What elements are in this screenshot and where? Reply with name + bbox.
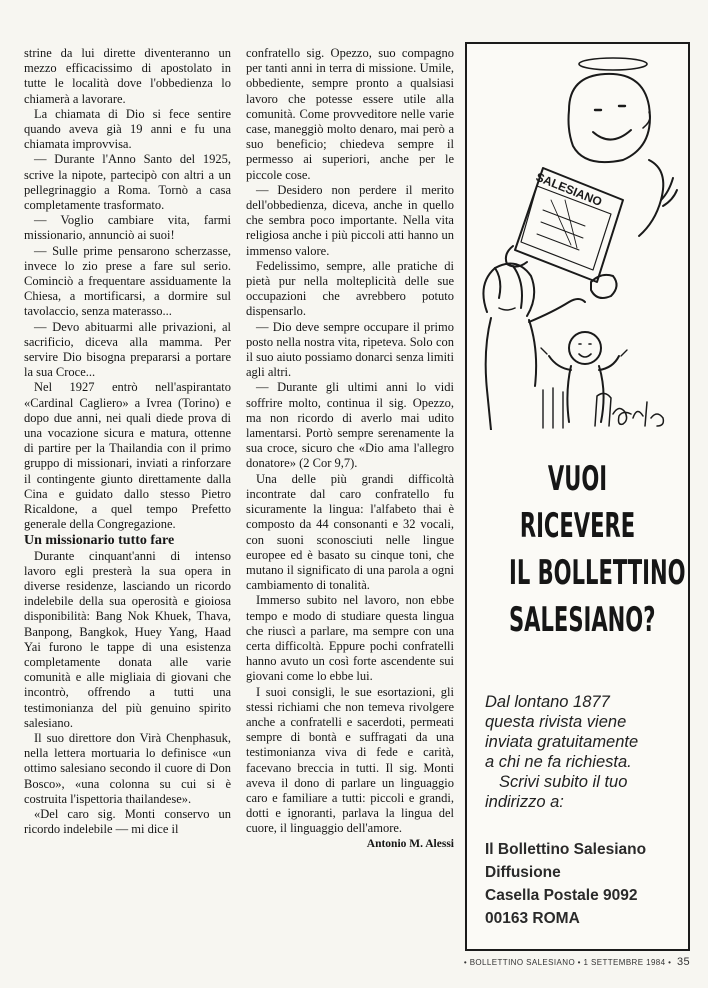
article-column-1: [24, 46, 231, 837]
promo-headline: [508, 456, 686, 644]
blurb-line: questa rivista viene: [485, 713, 627, 731]
page-footer: [464, 956, 690, 968]
paragraph: confratello sig. Opezzo, suo compagno per tanti anni in terra di missione. Umile, obbediente, sempre pronto a qualsiasi lavoro che potesse essere utile alla comunità. Come provveditore nelle varie case, maneggiò molto denaro, mai però a suo beneficio; chiedeva sempre il permesso ai superiori, anche per le piccole cose.: [246, 46, 454, 182]
paragraph: — Dio deve sempre occupare il primo posto nella nostra vita, ripeteva. Solo con il suo aiuto possiamo donarci senza limiti agli altri.: [246, 319, 454, 380]
artist-signature-icon: [595, 393, 663, 426]
headline-line: VUOI: [547, 459, 608, 499]
cartoon-illustration: [473, 50, 683, 430]
author-signature: Antonio M. Alessi: [366, 837, 454, 850]
paragraph: Durante cinquant'anni di intenso lavoro egli presterà la sua opera in diverse residenze, lasciando un ricordo indelebile della sua operosità e gioiosa disponibilità: Bang Nok Khuek, Thava, Banpong, Bangkok, Huey Yang, Haad Yai furono le tappe di una esistenza completamente donata alle varie comunità e alle migliaia di giovani che incontrò, offrendo a tutti una testimonianza del più genuino spirito salesiano.: [24, 548, 231, 730]
paragraph: — Durante gli ultimi anni lo vidi soffrire molto, continua il sig. Opezzo, ma non ricordo di averlo mai udito lamentarsi. Portò sempre serenamente la sua croce, sicuro che «Dio ama l'allegro donatore» (2 Cor 9,7).: [246, 380, 454, 471]
blurb-line: Scrivi subito il tuo: [499, 773, 628, 791]
paragraph: — Desidero non perdere il merito dell'obbedienza, diceva, anche in quello che sembra poco importante. Nella vita religiosa anche i più piccoli atti hanno un immenso valore.: [246, 182, 454, 258]
paragraph: — Voglio cambiare vita, farmi missionario, annunciò ai suoi!: [24, 213, 231, 243]
arm-icon: [639, 160, 663, 236]
address-line: Diffusione: [485, 864, 561, 881]
address-line: Casella Postale 9092: [485, 887, 638, 904]
address-line: 00163 ROMA: [485, 910, 580, 927]
address-line: Il Bollettino Salesiano: [485, 841, 647, 858]
paragraph: — Sulle prime pensarono scherzasse, invece lo zio prese a fare sul serio. Cominciò a frequentare assiduamente la Chiesa, a mortificarsi, a dormire sul tavolaccio, senza materasso...: [24, 243, 231, 319]
paragraph: — Durante l'Anno Santo del 1925, scrive la nipote, partecipò con altri a un pellegrinaggio a Roma. Tornò a casa completamente trasformato.: [24, 152, 231, 213]
paragraph: I suoi consigli, le sue esortazioni, gli stessi richiami che non temeva rivolgere anche a confratelli e sacerdoti, permeati sempre di bontà e suffragati da una testimonianza viva di fede e carità, facevano breccia in tutti. Il sig. Monti aveva il dono di parlare un linguaggio caro e familiare a tutti: piccoli e grandi, dotti e ignoranti, parlava la lingua del cuore, il linguaggio dell'amore.: [246, 684, 454, 836]
paragraph: Nel 1927 entrò nell'aspirantato «Cardinal Cagliero» a Ivrea (Torino) e dopo due anni, nei quali diede prova di una vocazione sicura e matura, ottenne di partire per la Thailandia con il primo gruppo di missionari, inviati a rinforzare il contingente giunto direttamente dalla Cina e guidato dallo stesso Pietro Ricaldone, a quel tempo Prefetto generale della Congregazione.: [24, 380, 231, 532]
halo-icon: [579, 58, 647, 70]
paragraph: «Del caro sig. Monti conservo un ricordo indelebile — mi dice il: [24, 806, 231, 837]
section-heading: Un missionario tutto fare: [24, 532, 175, 548]
headline-line: IL BOLLETTINO: [508, 553, 686, 593]
paragraph: strine da lui dirette diventeranno un mezzo efficacissimo di apostolato in tutte le località dove l'obbedienza lo chiamerà a lavorare.: [24, 46, 231, 106]
promo-blurb: [485, 692, 685, 812]
headline-line: SALESIANO?: [508, 600, 656, 640]
paragraph: La chiamata di Dio si fece sentire quando aveva già 19 anni e fu una chiamata improvvisa.: [24, 106, 231, 152]
child-figure-icon: [541, 332, 627, 422]
magazine-cover-label: SALESIANO: [533, 169, 605, 210]
blurb-line: indirizzo a:: [485, 793, 564, 811]
headline-line: RICEVERE: [519, 506, 636, 546]
blurb-line: Dal lontano 1877: [485, 693, 610, 711]
page-number: 35: [676, 956, 690, 968]
blurb-line: inviata gratuitamente: [485, 733, 639, 751]
article-column-2: [246, 46, 454, 852]
footer-publication-label: • BOLLETTINO SALESIANO • 1 SETTEMBRE 1984 •: [463, 958, 672, 967]
paragraph: Fedelissimo, sempre, alle pratiche di pietà pur nella molteplicità delle sue occupazioni che avrebbero potuto dispensarlo.: [246, 258, 454, 319]
blurb-line: a chi ne fa richiesta.: [485, 753, 632, 771]
subscription-promo-box: [465, 42, 690, 951]
head-icon: [569, 74, 650, 162]
paragraph: — Devo abituarmi alle privazioni, al sacrificio, diceva alla mamma. Per servire Dio bisogna prepararsi a portare la sua Croce...: [24, 319, 231, 380]
mailing-address: [485, 838, 685, 930]
paragraph: Immerso subito nel lavoro, non ebbe tempo e modo di studiare questa lingua che riuscì a parlare, ma sempre con una certa difficoltà. Eppure pochi confratelli hanno avuto un così forte ascendente sui giovani come lo ebbe lui.: [246, 593, 454, 684]
paragraph: Una delle più grandi difficoltà incontrate dal caro confratello fu sicuramente la lingua: l'alfabeto thai è composto da 44 consonanti e 32 vocali, con suoni sconosciuti nelle lingue europee ed è basato su cinque toni, che mutano il significato di una parola a ogni cambiamento di tonalità.: [246, 471, 454, 593]
magazine-icon: [515, 168, 623, 282]
paragraph: Il suo direttore don Virà Chenphasuk, nella lettera mortuaria lo definisce «un ottimo salesiano secondo il cuore di Don Bosco», «una colonna su cui si è costruita l'ispettoria thailandese».: [24, 730, 231, 806]
